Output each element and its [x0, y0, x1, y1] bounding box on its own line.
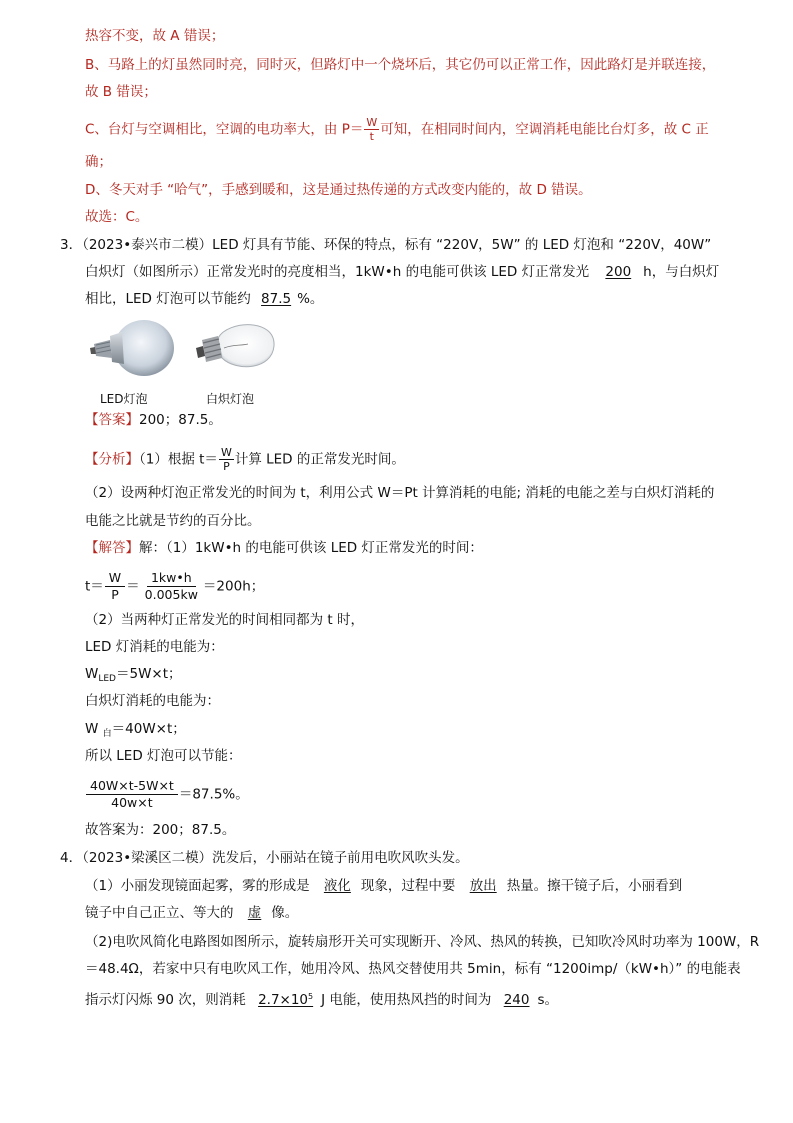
solution-tag: 【解答】 — [85, 540, 139, 556]
fraction-numerator: 1kw•h — [147, 570, 196, 587]
calc-result: ＝200h； — [202, 578, 265, 595]
q3-stem-text: 相比，LED 灯泡可以节能约 — [85, 291, 251, 307]
answer-tag: 【答案】 — [85, 412, 139, 428]
p2-line5: 确； — [85, 154, 112, 170]
calc-text: t＝ — [85, 578, 104, 595]
p2-line4-text-a: C、台灯与空调相比，空调的电功率大，由 P＝ — [85, 121, 364, 138]
saving-fraction — [86, 778, 178, 811]
analysis-text: （1）根据 t＝ — [139, 451, 218, 468]
q3-analysis-line1 — [85, 446, 405, 473]
q4-text: s。 — [537, 992, 559, 1008]
q4-stem-line1: 4．（2023•梁溪区二模）洗发后，小丽站在镜子前用电吹风吹头发。 — [60, 850, 469, 866]
power-fraction — [364, 116, 379, 143]
p2-line6: D、冬天对手 “哈气”，手感到暖和，这是通过热传递的方式改变内能的，故 D 错误。 — [85, 182, 592, 198]
q4-answer-blank-4 — [250, 992, 321, 1008]
calc-equals: ＝ — [126, 578, 140, 595]
blank4-exponent: 5 — [308, 992, 314, 1001]
q3-answer-blank-2: 87.5 — [261, 291, 292, 307]
incandescent-bulb-caption: 白炽灯泡 — [206, 392, 255, 406]
q3-analysis-line3: 电能之比就是节约的百分比。 — [85, 513, 261, 529]
energy-subscript: LED — [98, 674, 116, 684]
fraction-numerator: W — [105, 570, 125, 587]
q3-stem-line3 — [85, 289, 323, 309]
fraction-denominator: 40w×t — [111, 795, 153, 810]
saving-result: ＝87.5%。 — [178, 786, 249, 803]
answer-text: 200；87.5。 — [139, 412, 222, 428]
p2-line4 — [85, 116, 709, 143]
fraction-denominator: 0.005kw — [144, 587, 198, 602]
fraction-denominator: P — [223, 460, 230, 473]
q4-text: （1）小丽发现镜面起雾，雾的形成是 — [85, 878, 310, 894]
q3-final-answer: 故答案为：200；87.5。 — [85, 822, 236, 838]
energy-symbol: W — [85, 666, 99, 682]
p2-line4-text-b: 可知，在相同时间内，空调消耗电能比台灯多，故 C 正 — [380, 121, 709, 138]
q3-solution-line1 — [85, 538, 483, 558]
fraction-denominator: t — [369, 130, 374, 143]
analysis-tag: 【分析】 — [85, 451, 139, 468]
analysis-text: 计算 LED 的正常发光时间。 — [234, 451, 405, 468]
q4-text: 像。 — [271, 905, 299, 921]
q3-solution-line5 — [85, 664, 182, 689]
q3-solution-line3: （2）当两种灯正常发光的时间相同都为 t 时， — [85, 612, 364, 628]
q3-stem-line2 — [85, 262, 719, 282]
energy-subscript: 白 — [102, 729, 112, 739]
q4-answer-blank-1: 液化 — [323, 878, 351, 894]
solution-text: 解：（1）1kW•h 的电能可供该 LED 灯正常发光的时间： — [139, 540, 483, 556]
q3-solution-line8: 所以 LED 灯泡可以节能： — [85, 748, 242, 764]
q4-stem-line6 — [85, 987, 558, 1010]
calc-fraction-2 — [141, 570, 202, 603]
led-bulb-image — [88, 318, 178, 382]
q4-answer-blank-3: 虚 — [247, 905, 262, 921]
q4-text: J 电能，使用热风挡的时间为 — [321, 992, 492, 1008]
q4-stem-line3 — [85, 903, 298, 923]
energy-symbol: W — [85, 721, 103, 737]
q3-solution-line4: LED 灯消耗的电能为： — [85, 639, 224, 655]
q4-stem-line5: ＝48.4Ω，若家中只有电吹风工作，她用冷风、热风交替使用共 5min，标有 “1200imp/（kW•h）” 的电能表 — [85, 961, 741, 977]
q3-stem-text: h，与白炽灯 — [643, 264, 720, 280]
q3-answer-blank-1: 200 — [605, 264, 632, 280]
p2-line1: 热容不变，故 A 错误； — [85, 28, 225, 44]
q4-text: 指示灯闪烁 90 次，则消耗 — [85, 992, 246, 1008]
p2-line7: 故选：C。 — [85, 209, 149, 225]
fraction-numerator: 40W×t-5W×t — [86, 778, 178, 795]
q3-solution-line9 — [85, 778, 249, 811]
q3-stem-text: %。 — [297, 291, 324, 307]
q3-stem-text: 白炽灯（如图所示）正常发光时的亮度相当，1kW•h 的电能可供该 LED 灯正常发光 — [85, 264, 590, 280]
q3-stem-line1: 3．（2023•泰兴市二模）LED 灯具有节能、环保的特点，标有 “220V，5W” 的 LED 灯泡和 “220V，40W” — [60, 237, 712, 253]
time-fraction — [219, 446, 234, 473]
p2-line3: 故 B 错误； — [85, 84, 157, 100]
q3-solution-calc — [85, 570, 264, 603]
q4-answer-blank-2: 放出 — [469, 878, 497, 894]
q4-text: 现象，过程中要 — [360, 878, 456, 894]
led-bulb-caption: LED灯泡 — [100, 392, 148, 406]
p2-line2: B、马路上的灯虽然同时亮，同时灭，但路灯中一个烧坏后，其它仍可以正常工作，因此路灯是并联连接， — [85, 57, 716, 73]
q4-stem-line2 — [85, 876, 682, 896]
energy-expression: ＝40W×t； — [111, 721, 186, 737]
q3-solution-line6: 白炽灯消耗的电能为： — [85, 693, 220, 709]
fraction-denominator: P — [111, 587, 119, 602]
fraction-numerator: W — [220, 446, 232, 459]
calc-fraction-1 — [105, 570, 125, 603]
q3-answer-line — [85, 410, 222, 430]
incandescent-bulb-image — [188, 318, 280, 382]
blank4-base: 2.7×10 — [258, 992, 309, 1008]
q4-text: 镜子中自己正立、等大的 — [85, 905, 234, 921]
q3-analysis-line2: （2）设两种灯泡正常发光的时间为 t，利用公式 W＝Pt 计算消耗的电能; 消耗的电能之差与白炽灯消耗的 — [85, 485, 715, 501]
q4-answer-blank-5: 240 — [503, 992, 530, 1008]
fraction-numerator: W — [366, 116, 378, 129]
q4-text: 热量。擦干镜子后，小丽看到 — [506, 878, 683, 894]
q4-stem-line4: （2)电吹风简化电路图如图所示，旋转扇形开关可实现断开、冷风、热风的转换，已知吹冷风时功率为 100W，R — [85, 934, 760, 950]
energy-expression: ＝5W×t； — [116, 666, 182, 682]
q3-solution-line7 — [85, 719, 186, 744]
